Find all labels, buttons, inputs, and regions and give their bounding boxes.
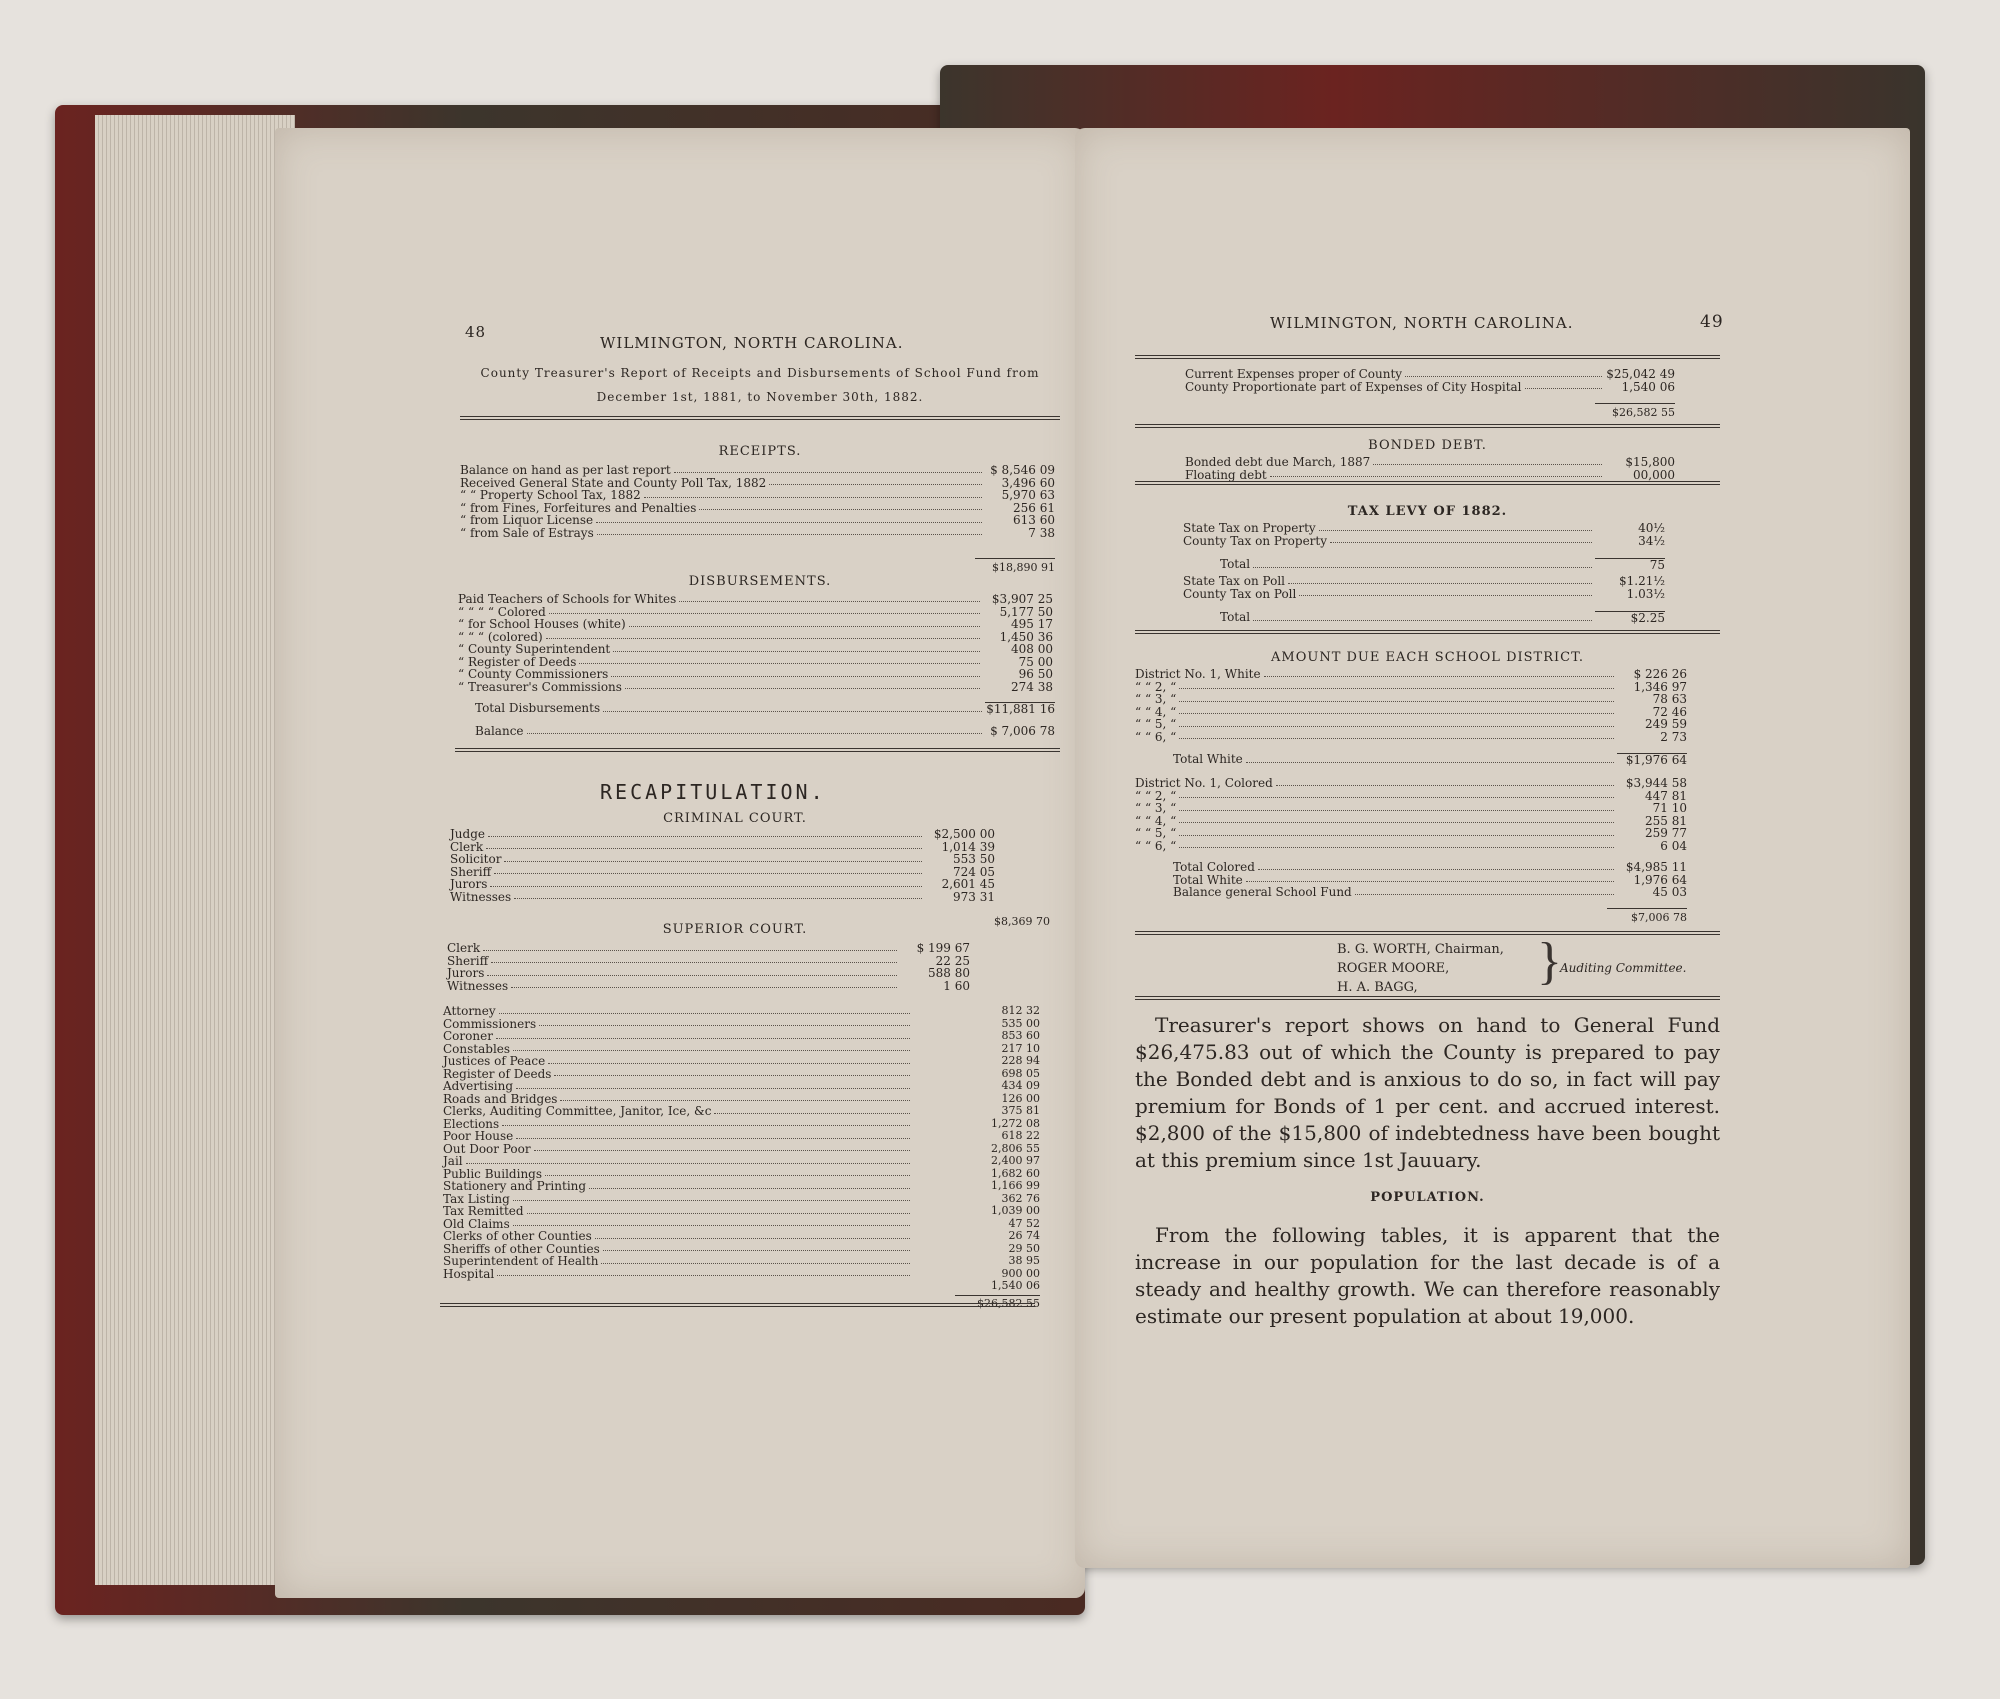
row-label: Clerks of other Counties	[443, 1229, 592, 1243]
table-row	[1135, 777, 1687, 790]
row-label: “ “ “ “ Colored	[458, 604, 546, 619]
table-row	[460, 527, 1055, 540]
row-amount: $2,500 00	[933, 827, 995, 841]
row-amount: 34½	[1638, 533, 1665, 548]
table-row	[447, 967, 970, 980]
table-row	[1135, 815, 1687, 828]
row-amount: $4,985 11	[1625, 860, 1687, 874]
left-page	[275, 128, 1085, 1598]
table-row	[460, 514, 1055, 527]
table-row	[1173, 886, 1687, 899]
criminal-court-heading: CRIMINAL COURT.	[663, 811, 807, 826]
row-label: “ for School Houses (white)	[458, 617, 626, 631]
amount-cell: 853 60	[1001, 1029, 1040, 1042]
row-amount: 1.03½	[1626, 586, 1665, 601]
amount-cell: 900 00	[1001, 1266, 1040, 1280]
row-label: “ “ 4, “	[1135, 704, 1177, 719]
table-row	[1135, 668, 1687, 681]
amount-cell: 217 10	[1001, 1041, 1040, 1055]
table-row	[450, 841, 995, 854]
row-label: Witnesses	[447, 978, 509, 993]
row-amount: 274 38	[1011, 679, 1053, 694]
row-label: Attorney	[443, 1004, 496, 1018]
recapitulation-heading: RECAPITULATION.	[600, 780, 826, 804]
row-amount: $ 199 67	[916, 941, 970, 955]
criminal-total: $8,369 70	[994, 915, 1050, 928]
other-expenses-amounts	[955, 1005, 1040, 1293]
row-label: Jail	[443, 1154, 463, 1168]
table-row	[447, 955, 970, 968]
row-label: County Tax on Poll	[1183, 586, 1297, 601]
table-row	[1185, 469, 1675, 482]
total-disbursements-row: Total Disbursements $11,881 16	[475, 701, 1055, 716]
row-label: “ “ 3, “	[1135, 692, 1177, 706]
table-row	[443, 1230, 913, 1243]
amount-cell: 2,806 55	[991, 1141, 1040, 1155]
row-label: Roads and Bridges	[443, 1091, 558, 1106]
row-amount: 3,496 60	[1001, 475, 1055, 490]
table-row	[443, 1130, 913, 1143]
other-expenses-table	[443, 1005, 913, 1280]
row-label: “ “ Property School Tax, 1882	[460, 488, 641, 502]
row-amount: 22 25	[935, 953, 970, 968]
amount-cell: 1,540 06	[991, 1279, 1040, 1292]
row-label: State Tax on Poll	[1183, 574, 1285, 588]
row-label: Tax Listing	[443, 1191, 510, 1206]
row-label: Jurors	[450, 877, 488, 891]
table-row	[443, 1180, 913, 1193]
brace-glyph: }	[1537, 933, 1562, 990]
table-row	[458, 681, 1053, 694]
row-label: Justices of Peace	[443, 1054, 546, 1068]
amount-cell: 362 76	[1001, 1191, 1040, 1205]
row-label: “ “ 5, “	[1135, 717, 1177, 731]
disbursements-table	[458, 593, 1053, 693]
table-row	[443, 1005, 913, 1018]
row-amount: 75 00	[1018, 654, 1053, 669]
balance-row: Balance $ 7,006 78	[475, 724, 1055, 738]
row-label: “ from Sale of Estrays	[460, 525, 594, 540]
row-amount: 45 03	[1652, 885, 1687, 899]
row-label: Clerk	[450, 839, 484, 854]
row-label: Total White	[1173, 872, 1243, 887]
table-row	[450, 866, 995, 879]
row-label: Public Buildings	[443, 1166, 543, 1181]
row-label: County Proportionate part of Expenses of City Hospital	[1185, 379, 1522, 394]
row-label: Paid Teachers of Schools for Whites	[458, 592, 677, 606]
table-row	[443, 1205, 913, 1218]
expenses-total: $26,582 55	[1595, 403, 1675, 420]
row-label: Hospital	[443, 1266, 495, 1281]
row-label: Stationery and Printing	[443, 1179, 587, 1193]
row-amount: 249 59	[1645, 717, 1687, 731]
row-label: State Tax on Property	[1183, 521, 1316, 535]
amount-cell: 1,039 00	[991, 1204, 1040, 1217]
table-row	[1135, 718, 1687, 731]
colored-districts-table	[1135, 777, 1687, 852]
signature-member: ROGER MOORE,	[1337, 961, 1450, 976]
row-amount: 2,601 45	[941, 877, 995, 891]
table-row	[443, 1080, 913, 1093]
table-row	[443, 1143, 913, 1156]
row-label: Current Expenses proper of County	[1185, 367, 1403, 381]
poll-total-row: Total $2.25	[1220, 610, 1665, 625]
row-amount: 5,177 50	[999, 604, 1053, 619]
row-amount: $ 8,546 09	[990, 463, 1055, 477]
table-row	[443, 1255, 913, 1268]
double-rule	[1135, 931, 1720, 935]
table-row	[458, 593, 1053, 606]
double-rule	[440, 1303, 1035, 1307]
running-head-left: WILMINGTON, NORTH CAROLINA.	[600, 334, 904, 352]
superior-court-table	[447, 942, 970, 992]
row-label: County Tax on Property	[1183, 533, 1328, 548]
row-label: Clerks, Auditing Committee, Janitor, Ice, &c	[443, 1104, 712, 1118]
amount-cell: 47 52	[1008, 1216, 1040, 1230]
page-edges	[95, 115, 295, 1585]
amount-cell: 228 94	[1001, 1054, 1040, 1067]
right-page	[1075, 128, 1910, 1568]
row-amount: 724 05	[953, 864, 995, 879]
row-amount: 72 46	[1652, 704, 1687, 719]
expenses-table	[1185, 368, 1675, 393]
row-amount: 1 60	[943, 978, 970, 993]
amount-cell: 1,682 60	[991, 1166, 1040, 1180]
table-row	[1135, 790, 1687, 803]
row-amount: 973 31	[953, 889, 995, 904]
amount-cell: 1,272 08	[991, 1116, 1040, 1130]
double-rule	[1135, 424, 1720, 428]
table-row	[460, 464, 1055, 477]
table-row	[1185, 381, 1675, 394]
row-label: Register of Deeds	[443, 1066, 552, 1081]
row-amount: 256 61	[1013, 500, 1055, 515]
row-amount: $15,800	[1625, 455, 1675, 469]
row-label: Clerk	[447, 941, 481, 955]
table-row	[447, 942, 970, 955]
report-title-line2: December 1st, 1881, to November 30th, 1882.	[596, 390, 924, 404]
amount-cell: 1,166 99	[991, 1179, 1040, 1192]
table-row	[1135, 681, 1687, 694]
table-row	[460, 489, 1055, 502]
school-district-heading: AMOUNT DUE EACH SCHOOL DISTRICT.	[1271, 650, 1584, 665]
row-label: Tax Remitted	[443, 1204, 524, 1218]
tax-poll-table	[1183, 575, 1665, 600]
signatures	[1337, 940, 1504, 997]
row-amount: 1,540 06	[1621, 379, 1675, 394]
row-label: “ “ 2, “	[1135, 679, 1177, 694]
amount-cell: 812 32	[1001, 1004, 1040, 1017]
table-row	[1135, 706, 1687, 719]
amount-cell: 38 95	[1008, 1254, 1040, 1267]
population-heading: POPULATION.	[1370, 1190, 1485, 1205]
table-row	[443, 1155, 913, 1168]
row-label: Advertising	[443, 1079, 514, 1093]
row-amount: 7 38	[1028, 525, 1055, 540]
tax-property-table	[1183, 522, 1665, 547]
table-row	[443, 1030, 913, 1043]
superior-court-heading: SUPERIOR COURT.	[662, 922, 808, 937]
signature-member: H. A. BAGG,	[1337, 980, 1418, 995]
row-label: “ from Liquor License	[460, 513, 594, 527]
row-amount: 447 81	[1645, 788, 1687, 803]
table-row	[443, 1018, 913, 1031]
table-row	[1183, 588, 1665, 601]
double-rule	[1135, 996, 1720, 1000]
summary-total: $7,006 78	[1607, 908, 1687, 925]
row-label: “ Treasurer's Commissions	[458, 679, 622, 694]
white-districts-table	[1135, 668, 1687, 743]
double-rule	[455, 748, 1060, 752]
row-amount: 71 10	[1652, 801, 1687, 815]
double-rule	[1135, 630, 1720, 634]
row-amount: 6 04	[1660, 838, 1687, 853]
running-head-right: WILMINGTON, NORTH CAROLINA.	[1270, 314, 1574, 332]
receipts-total: $18,890 91	[975, 558, 1055, 575]
total-white-row: Total White $1,976 64	[1173, 752, 1687, 767]
row-amount: 5,970 63	[1001, 488, 1055, 502]
row-label: Sheriffs of other Counties	[443, 1241, 600, 1256]
row-label: Received General State and County Poll Tax, 1882	[460, 475, 767, 490]
row-amount: $3,907 25	[991, 592, 1053, 606]
row-amount: 1,014 39	[941, 839, 995, 854]
row-amount: 40½	[1638, 521, 1665, 535]
table-row	[447, 980, 970, 993]
row-amount: 553 50	[953, 852, 995, 866]
row-amount: 2 73	[1660, 729, 1687, 744]
amount-cell: 375 81	[1001, 1104, 1040, 1117]
table-row	[1183, 522, 1665, 535]
row-amount: 255 81	[1645, 813, 1687, 828]
row-amount: 495 17	[1011, 617, 1053, 631]
amount-cell: 2,400 97	[991, 1154, 1040, 1167]
row-label: Balance on hand as per last report	[460, 463, 671, 477]
row-label: “ “ 6, “	[1135, 729, 1177, 744]
amount-cell: 535 00	[1001, 1016, 1040, 1030]
page-number-right: 49	[1700, 312, 1724, 332]
table-row	[443, 1268, 913, 1281]
row-label: Bonded debt due March, 1887	[1185, 455, 1371, 469]
table-row	[1135, 802, 1687, 815]
amount-cell: 26 74	[1008, 1229, 1040, 1242]
row-label: “ Register of Deeds	[458, 654, 577, 669]
row-label: Elections	[443, 1116, 500, 1131]
receipts-heading: RECEIPTS.	[718, 444, 802, 459]
row-label: Coroner	[443, 1029, 493, 1043]
disbursements-heading: DISBURSEMENTS.	[688, 574, 832, 589]
table-row	[1185, 456, 1675, 469]
bonded-debt-heading: BONDED DEBT.	[1368, 438, 1487, 453]
school-fund-summary	[1173, 861, 1687, 899]
row-label: Judge	[450, 827, 486, 841]
row-amount: $1.21½	[1619, 574, 1665, 588]
auditing-committee-label: Auditing Committee.	[1560, 961, 1687, 975]
row-label: Commissioners	[443, 1016, 537, 1031]
table-row	[450, 891, 995, 904]
table-row	[450, 878, 995, 891]
row-label: Sheriff	[447, 953, 489, 968]
table-row	[443, 1105, 913, 1118]
criminal-court-table	[450, 828, 995, 903]
row-amount: 1,450 36	[999, 629, 1053, 644]
table-row	[450, 853, 995, 866]
row-label: Old Claims	[443, 1216, 510, 1231]
treasurer-paragraph: Treasurer's report shows on hand to General Fund $26,475.83 out of which the County is prepared to pay the Bonded debt and is anxious to do so, in fact will pay premium for Bonds of 1 per cent. and accrued interest. $2,800 of the $15,800 of indebtedness have been bought at this premium since 1st Jauuary.	[1135, 1013, 1720, 1172]
row-amount: 588 80	[928, 966, 970, 980]
row-label: Solicitor	[450, 852, 502, 866]
table-row	[1135, 840, 1687, 853]
double-rule	[1135, 481, 1720, 485]
row-amount: 78 63	[1652, 692, 1687, 706]
row-label: “ “ 3, “	[1135, 801, 1177, 815]
table-row	[1183, 535, 1665, 548]
table-row	[458, 643, 1053, 656]
row-label: Total Colored	[1173, 860, 1255, 874]
table-row	[1135, 731, 1687, 744]
row-label: “ County Superintendent	[458, 642, 611, 656]
row-label: Poor House	[443, 1129, 514, 1143]
row-amount: 259 77	[1645, 826, 1687, 840]
row-amount: 613 60	[1013, 513, 1055, 527]
row-label: Constables	[443, 1041, 511, 1056]
table-row	[1173, 861, 1687, 874]
page-number-left: 48	[465, 323, 487, 341]
amount-cell: 618 22	[1001, 1129, 1040, 1142]
row-amount: 00,000	[1633, 467, 1675, 482]
row-label: Jurors	[447, 966, 485, 980]
double-rule	[460, 416, 1060, 420]
row-amount: 96 50	[1018, 667, 1053, 681]
tax-total-row: Total 75	[1220, 557, 1665, 572]
row-label: “ “ 6, “	[1135, 838, 1177, 853]
report-title-line1: County Treasurer's Report of Receipts and Disbursements of School Fund from	[480, 366, 1040, 380]
double-rule	[1135, 355, 1720, 359]
tax-levy-heading: TAX LEVY OF 1882.	[1347, 504, 1508, 519]
receipts-table	[460, 464, 1055, 539]
table-row	[1185, 368, 1675, 381]
table-row	[1183, 575, 1665, 588]
row-label: “ from Fines, Forfeitures and Penalties	[460, 500, 697, 515]
amount-cell: 126 00	[1001, 1091, 1040, 1105]
amount-cell: 434 09	[1001, 1079, 1040, 1092]
row-amount: $ 226 26	[1633, 667, 1687, 681]
amount-cell: 29 50	[1008, 1241, 1040, 1255]
row-amount: $25,042 49	[1606, 367, 1675, 381]
amount-cell: 698 05	[1001, 1066, 1040, 1080]
population-paragraph: From the following tables, it is apparent that the increase in our population for the last decade is of a steady and healthy growth. We can therefore reasonably estimate our present population at about 19,000.	[1135, 1223, 1720, 1328]
row-amount: 1,976 64	[1633, 872, 1687, 887]
row-amount: 408 00	[1011, 642, 1053, 656]
row-label: “ County Commissioners	[458, 667, 609, 681]
row-amount: $3,944 58	[1625, 776, 1687, 790]
row-label: “ “ 4, “	[1135, 813, 1177, 828]
row-label: “ “ “ (colored)	[458, 629, 543, 644]
row-label: “ “ 2, “	[1135, 788, 1177, 803]
table-row	[458, 618, 1053, 631]
row-label: Superintendent of Health	[443, 1254, 599, 1268]
row-label: Witnesses	[450, 889, 512, 904]
row-label: Out Door Poor	[443, 1141, 531, 1156]
row-label: Floating debt	[1185, 467, 1267, 482]
row-label: District No. 1, Colored	[1135, 776, 1273, 790]
row-label: Sheriff	[450, 864, 492, 879]
table-row	[1135, 827, 1687, 840]
signature-chairman: B. G. WORTH, Chairman,	[1337, 942, 1504, 957]
table-row	[458, 668, 1053, 681]
table-row	[1135, 693, 1687, 706]
row-amount: 1,346 97	[1633, 679, 1687, 694]
table-row	[443, 1118, 913, 1131]
row-label: “ “ 5, “	[1135, 826, 1177, 840]
row-label: District No. 1, White	[1135, 667, 1261, 681]
table-row	[443, 1068, 913, 1081]
table-row	[450, 828, 995, 841]
grand-total: $26,582 55	[955, 1295, 1040, 1311]
bonded-debt-table	[1185, 456, 1675, 481]
table-row	[443, 1055, 913, 1068]
row-label: Balance general School Fund	[1173, 885, 1352, 899]
